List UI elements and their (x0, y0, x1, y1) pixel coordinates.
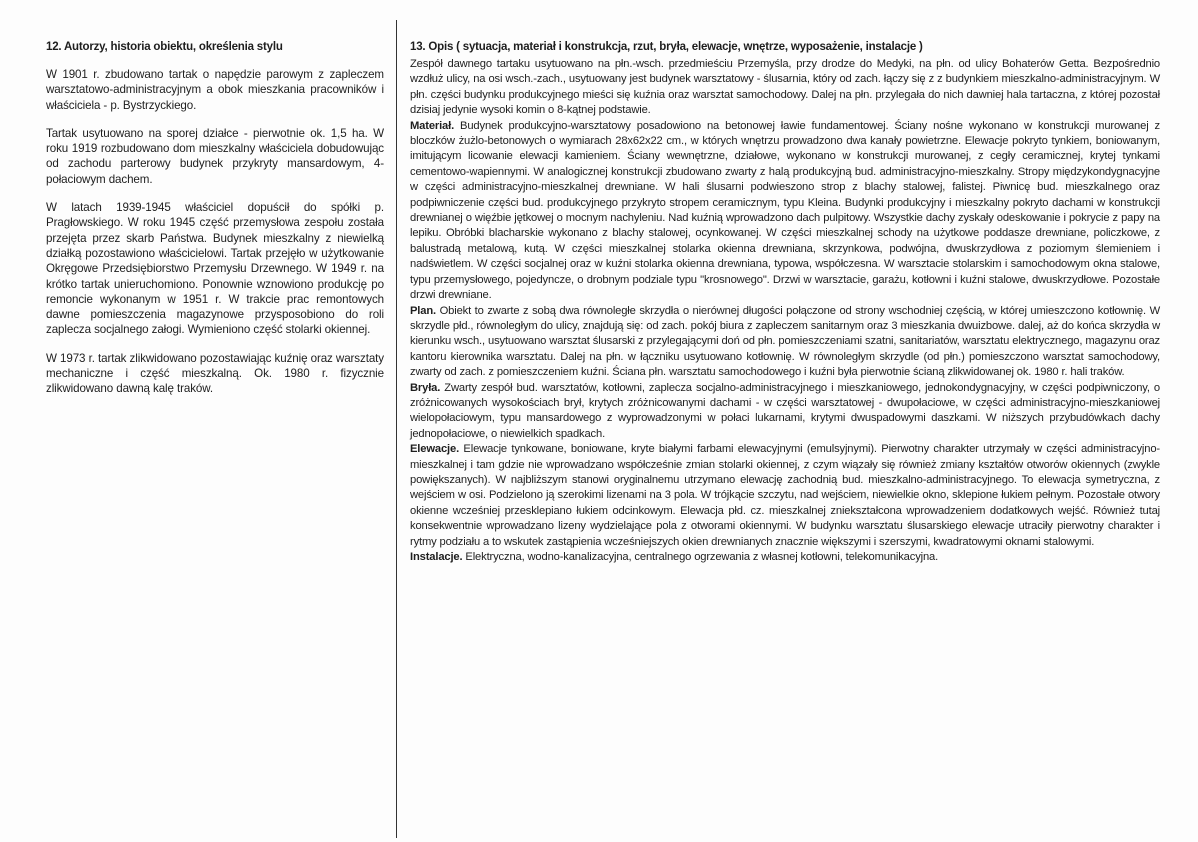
section-13-column (410, 40, 1160, 565)
material-label: Materiał. (410, 119, 455, 132)
bryla-text: Zwarty zespół bud. warsztatów, kotłowni, zaplecza socjalno-administracyjnego i mieszkaniowego, jednokondygnacyjny, w części podpiwniczony, o zróżnicowanych wysokościach brył, krytych zróżnicowanymi dachami - w części warsztatowej - dwupołaciowe, w części administracyjno-mieszkaniowej wielopołaciowym, typu mansardowego z wyprowadzonymi w połaci lukarnami, krytymi dwuspadowymi daszkami. W niższych przybudówkach dachy jednopołaciowe, o niewielkich spadkach. (410, 381, 1160, 440)
history-paragraph-1: W 1901 r. zbudowano tartak o napędzie parowym z zapleczem warsztatowo-administracyjnym a obok mieszkania pracowników i właściciela - p. Bystrzyckiego. (46, 68, 384, 112)
material-paragraph (410, 119, 1160, 304)
section-12-heading: 12. Autorzy, historia obiektu, określenia stylu (46, 41, 283, 53)
instalacje-label: Instalacje. (410, 551, 463, 563)
plan-paragraph (410, 304, 1160, 381)
elewacje-paragraph (410, 442, 1160, 550)
elewacje-label: Elewacje. (410, 443, 460, 456)
instalacje-text: Elektryczna, wodno-kanalizacyjna, centralnego ogrzewania z własnej kotłowni, telekomunikacyjna. (462, 551, 939, 563)
plan-label: Plan. (410, 304, 436, 317)
elewacje-text: Elewacje tynkowane, boniowane, kryte białymi farbami elewacyjnymi (emulsyjnymi). Pierwotny charakter utrzymały w części administracyjno-mieszkalnej i tam gdzie nie wprowadzano współcześnie zmian stolarki okiennej, z czym wiązały się również zmiany kształtów otworów okiennych (zwykle powiększanych). W najbliższym stanowi oryginalnemu utrzymano elewację zachodnią bud. mieszkalno-administracyjnego. To elewacja symetryczna, z wejściem w osi. Podzielono ją szerokimi lizenami na 3 pola. W trójkącie szczytu, nad wejściem, niewielkie okno, sklepione łukiem pełnym. Pozostałe otwory okienne wcześniej przesklepiano łukiem odcinkowym. Elewacja płd. cz. mieszkalnej zniekształcona wprowadzeniem dodatkowych wejść. Również tutaj konsekwentnie wprowadzano lizeny wydzielające pola z otworami okiennymi. W budynku warsztatu ślusarskiego elewacje utraciły pierwotny charakter i rytmy podziału a to wskutek zastąpienia wcześniejszych okien drewnianych znacznie większymi i szerszymi, kwadratowymi oknami stalowymi. (410, 443, 1160, 548)
description-intro: Zespół dawnego tartaku usytuowano na płn.-wsch. przedmieściu Przemyśla, przy drodze do Medyki, na płn. od ulicy Bohaterów Getta. Bezpośrednio wzdłuż ulicy, na osi wsch.-zach., usytuowany jest budynek warsztatowy - ślusarnia, który od zach. łączy się z z budynkiem mieszkalno-administracyjnym. W płn. części budynku produkcyjnego mieści się kuźnia oraz warsztat samochodowy. Dalej na płn. przylegała do nich dawniej hala tartaczna, z której pozostał dzisiaj jedynie wysoki komin o 8-kątnej podstawie. (410, 58, 1160, 117)
section-12-column (46, 40, 384, 410)
history-paragraph-3: W latach 1939-1945 właściciel dopuścił do spółki p. Pragłowskiego. W roku 1945 część przemysłowa zespołu została przejęta przez skarb Państwa. Budynek mieszkalny z niewielką działką pozostawiono właścicielowi. Tartak przejęło w użytkowanie Okręgowe Przedsiębiorstwo Przemysłu Drzewnego. W 1949 r. na krótko tartak unieruchomiono. Ponownie wznowiono produkcję po remoncie wykonanym w 1951 r. W trakcie prac remontowych dawne pomieszczenia magazynowe przysposobiono do roli zaplecza socjalnego załogi. Wymieniono część stolarki okiennej. (46, 201, 384, 337)
column-divider (396, 20, 397, 838)
section-13-heading: 13. Opis ( sytuacja, materiał i konstrukcja, rzut, bryła, elewacje, wnętrze, wyposażenie, instalacje ) (410, 41, 923, 53)
history-paragraph-2: Tartak usytuowano na sporej działce - pierwotnie ok. 1,5 ha. W roku 1919 rozbudowano dom mieszkalny właściciela dobudowując od zachodu parterowy budynek przykryty mansardowym, 4-połaciowym dachem. (46, 126, 384, 186)
history-paragraph-4: W 1973 r. tartak zlikwidowano pozostawiając kuźnię oraz warsztaty mechaniczne i część mieszkalną. Ok. 1980 r. fizycznie zlikwidowano dawną kalę traków. (46, 351, 384, 396)
bryla-paragraph (410, 381, 1160, 443)
instalacje-paragraph (410, 550, 1160, 565)
bryla-label: Bryła. (410, 381, 441, 394)
material-text: Budynek produkcyjno-warsztatowy posadowiono na betonowej ławie fundamentowej. Ściany nośne wykonano w konstrukcji murowanej z bloczków żużlo-betonowych o wymiarach 28x62x22 cm., w których wnętrzu prowadzono dwa kanały powietrzne. Elewacje pokryto tynkiem, boniowanym, imitującym licowanie elewacji kamieniem. Ściany wewnętrzne, działowe, wykonano w konstrukcji murowanej, z cegły ceramicznej, krytej tynkami cementowo-wapiennymi. W analogicznej konstrukcji zbudowano zwarty z halą produkcyjną bud. administracyjno-mieszkalny. Stropy międzykondygnacyjne w części administracyjno-mieszkalnej drewniane. W hali ślusarni podwieszono strop z blachy stalowej, falistej. Piwnicę bud. mieszkalnego oraz podpiwniczenie części bud. produkcyjnego przykryto stropem ceramicznym, typu Kleina. Budynki produkcyjny i mieszkalny pokryto dachami w konstrukcji drewnianej o więźbie jętkowej o mocnym nachyleniu. Nad kuźnią wprowadzono dach pulpitowy. Wszystkie dachy zyskały odeskowanie i pokrycie z papy na lepiku. Obróbki blacharskie wykonano z blachy stalowej, ocynkowanej. W części mieszkalnej schody na użytkowe poddasze drewniane, policzkowe, z balustradą metalową, kutą. W części mieszkalnej stolarka okienna drewniana, skrzynkowa, podwójna, dwuskrzydłowa z poziomym ślemieniem i nadświetlem. W części socjalnej oraz w kuźni stolarka okienna drewniana, typowa, współczesna. W warsztacie stolarskim i samochodowym okna stalowe, typu przemysłowego, pojedyncze, o drobnym podziale typu "krosnowego". Drzwi w warsztacie, garażu, kotłowni i kuźni stalowe, dwuskrzydłowe. Pozostałe drzwi drewniane. (410, 119, 1160, 302)
plan-text: Obiekt to zwarte z sobą dwa równoległe skrzydła o nierównej długości połączone od strony wschodniej częścią, w której umieszczono kotłownię. W skrzydle płd., równoległym do ulicy, znajdują się: od zach. pokój biura z zapleczem sanitarnym oraz 3 mieszkania dwuizbowe. dalej, aż do końca skrzydła w kierunku wsch., usytuowano warsztat ślusarski z przylegającymi doń od płn. pomieszczeniami szatni, sanitariatów, warsztatu elektrycznego, magazynu oraz kantoru kierownika warsztatu. Dalej na płn. w łączniku usytuowano kotłownię. W równoległym skrzydle (od płn.) pomieszczono warsztat samochodowy, zwarty od zach. z pomieszczeniem kuźni. Ściana płn. warsztatu samochodowego i kuźni była pierwotnie ścianą zlikwidowanej ok. 1980 r. hali traków. (410, 304, 1160, 379)
